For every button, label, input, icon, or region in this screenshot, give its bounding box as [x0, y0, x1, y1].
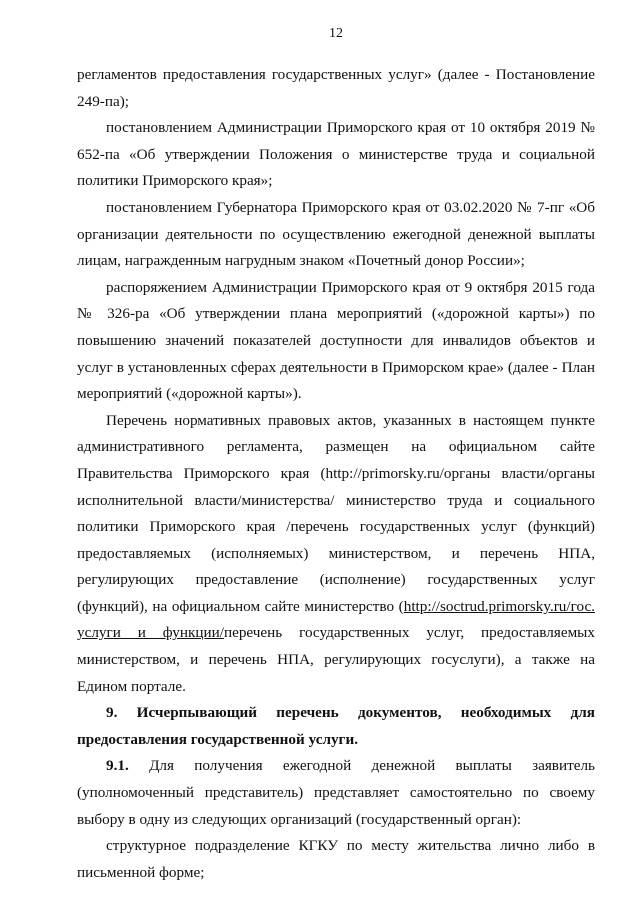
- paragraph-resolution-652: постановлением Администрации Приморского края от 10 октября 2019 № 652-па «Об утверждении Положения о министерстве труда и социальной политики Приморского края»;: [77, 119, 595, 190]
- page-number: 12: [329, 26, 343, 41]
- clause-text: Для получения ежегодной денежной выплаты заявитель (уполномоченный представитель) представляет самостоятельно по своему выбору в одну из следующих организаций (государственный орган):: [77, 757, 595, 828]
- paragraph-9-1: [77, 753, 595, 833]
- paragraph-order-326: распоряжением Администрации Приморского края от 9 октября 2015 года № 326-ра «Об утверждении плана мероприятий («дорожной карты») по повышению значений показателей доступности для инвалидов объектов и услуг в установленных сферах деятельности в Приморском крае» (далее - План мероприятий («дорожной карты»).: [77, 278, 595, 403]
- paragraph-structural-unit: структурное подразделение КГКУ по месту жительства лично либо в письменной форме;: [77, 837, 595, 881]
- ministry-site-link[interactable]: http://soctrud.primorsky.ru/гос. услуги и функции/: [77, 597, 595, 642]
- section-9-heading: 9. Исчерпывающий перечень документов, необходимых для предоставления государственной услуги.: [77, 704, 595, 748]
- legal-acts-text-end: перечень государственных услуг, предоставляемых министерством, и перечень НПА, регулирующих госуслуги), а также на Едином портале.: [77, 624, 595, 695]
- paragraph-continuation: регламентов предоставления государственных услуг» (далее - Постановление 249-па);: [77, 66, 595, 110]
- legal-acts-text: Перечень нормативных правовых актов, указанных в настоящем пункте административного регламента, размещен на официальном сайте Правительства Приморского края (http://primorsky.ru/органы власти/органы исполнительной власти/министерства/ министерство труда и социального политики Приморского края /перечень государственных услуг (функций) предоставляемых (исполняемых) министерством, и перечень НПА, регулирующих предоставление (исполнение) государственных услуг (функций), на официальном сайте министерство (: [77, 411, 595, 615]
- paragraph-resolution-7pg: постановлением Губернатора Приморского края от 03.02.2020 № 7-пг «Об организации деятельности по осуществлению ежегодной денежной выплаты лицам, награжденным нагрудным знаком «Почетный донор России»;: [77, 198, 595, 270]
- paragraph-legal-acts-list: [77, 408, 595, 701]
- clause-number: 9.1.: [106, 757, 129, 775]
